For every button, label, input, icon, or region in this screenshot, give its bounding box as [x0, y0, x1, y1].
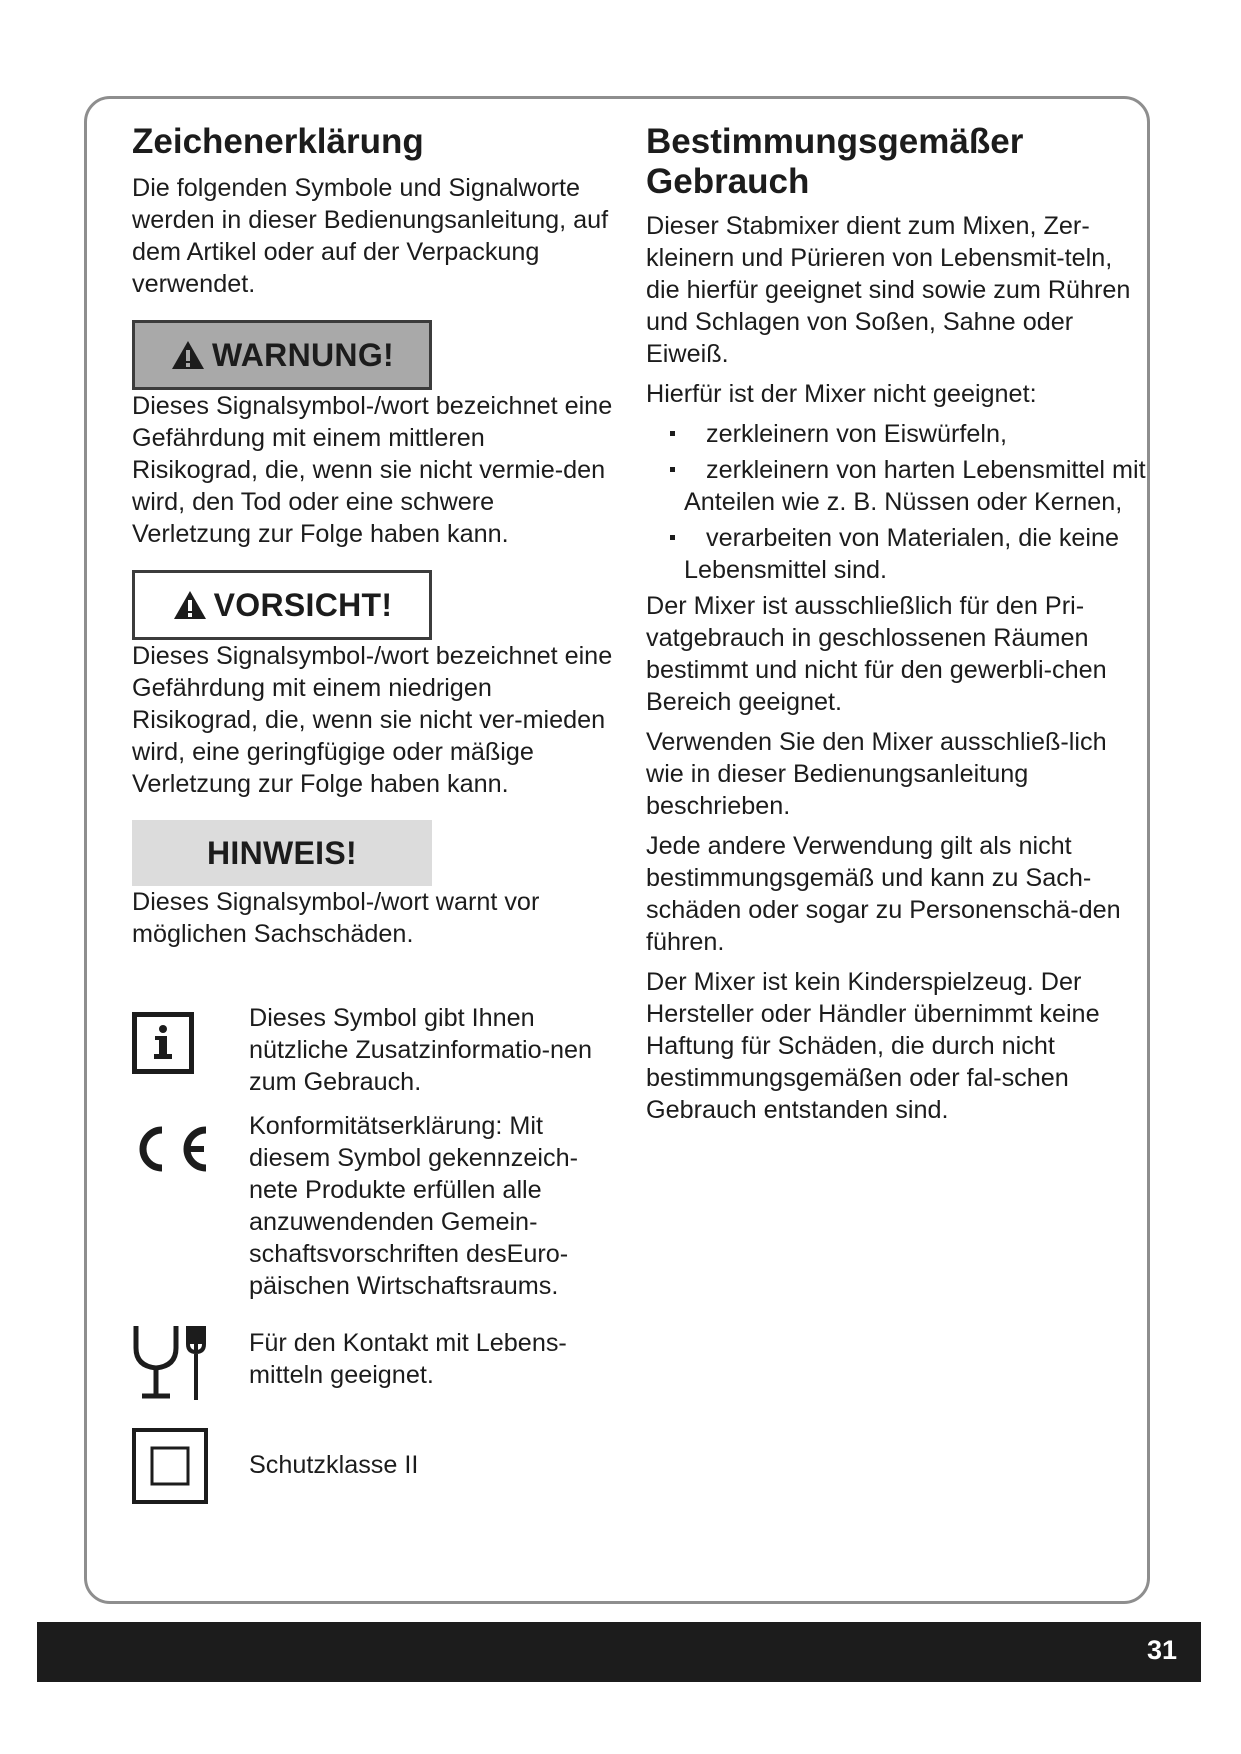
- intended-use-paragraph-3: Verwenden Sie den Mixer ausschließ-lich wie in dieser Bedienungsanleitung beschrieben.: [646, 728, 1107, 820]
- warning-label: WARNUNG!: [212, 336, 394, 373]
- list-item: zerkleinern von harten Lebensmittel mit Anteilen wie z. B. Nüssen oder Kernen,: [646, 454, 1146, 518]
- intended-use-paragraph-1: Dieser Stabmixer dient zum Mixen, Zer-kleinern und Pürieren von Lebensmit-teln, die hierfür geeignet sind sowie zum Rühren und Schlagen von Soßen, Sahne oder Eiweiß.: [646, 212, 1131, 368]
- caution-label: VORSICHT!: [213, 586, 393, 623]
- caution-signal-box: [132, 570, 432, 640]
- list-item: verarbeiten von Materialen, die keine Lebensmittel sind.: [646, 522, 1146, 586]
- intended-use-paragraph-5: Der Mixer ist kein Kinderspielzeug. Der Hersteller oder Händler übernimmt keine Haftung für Schäden, die durch nicht bestimmungsgemäßen oder fal-schen Gebrauch entstanden sind.: [646, 968, 1100, 1124]
- intended-use-paragraph-2: Der Mixer ist ausschließlich für den Pri-vatgebrauch in geschlossenen Räumen bestimmt und nicht für den gewerbli-chen Bereich geeignet.: [646, 592, 1107, 716]
- note-signal-box: [132, 820, 432, 886]
- caution-description: Dieses Signalsymbol-/wort bezeichnet eine Gefährdung mit einem niedrigen Risikograd, die, wenn sie nicht ver-mieden wird, eine geringfügige oder mäßige Verletzung zur Folge haben kann.: [132, 642, 613, 798]
- food-symbol-text: Für den Kontakt mit Lebens-mitteln geeignet.: [249, 1329, 567, 1389]
- legend-intro: Die folgenden Symbole und Signalworte werden in dieser Bedienungsanleitung, auf dem Artikel oder auf der Verpackung verwendet.: [132, 174, 609, 298]
- symbol-row-protection: [132, 1428, 612, 1508]
- note-description: Dieses Signalsymbol-/wort warnt vor möglichen Sachschäden.: [132, 888, 540, 948]
- symbol-row-info: [132, 1002, 612, 1102]
- symbol-row-food: [132, 1322, 612, 1412]
- intended-use-paragraph-4: Jede andere Verwendung gilt als nicht bestimmungsgemäß und kann zu Sach-schäden oder sogar zu Personenschä-den führen.: [646, 832, 1121, 956]
- warning-signal-box: [132, 320, 432, 390]
- page-number: 31: [1146, 1635, 1177, 1665]
- ce-symbol-text: Konformitätserklärung: Mit diesem Symbol gekennzeich-nete Produkte erfüllen alle anzuwendenden Gemein-schaftsvorschriften desEuro-päischen Wirtschaftsraums.: [249, 1112, 578, 1300]
- not-suitable-list: [646, 418, 1146, 586]
- symbol-legend-section: [132, 122, 614, 950]
- warning-triangle-icon: [172, 589, 208, 621]
- protection-class-ii-icon: [132, 1428, 208, 1504]
- not-suitable-intro: Hierfür ist der Mixer nicht geeignet:: [646, 380, 1037, 408]
- warning-description: Dieses Signalsymbol-/wort bezeichnet eine Gefährdung mit einem mittleren Risikograd, die, wenn sie nicht vermie-den wird, den Tod oder eine schwere Verletzung zur Folge haben kann.: [132, 392, 613, 548]
- warning-triangle-icon: [170, 339, 206, 371]
- intended-use-title: Bestimmungsgemäßer Gebrauch: [646, 122, 1024, 201]
- ce-mark-icon: [132, 1124, 212, 1174]
- legend-title: Zeichenerklärung: [132, 122, 424, 161]
- intended-use-section: [646, 122, 1146, 1126]
- glass-fork-icon: [132, 1322, 212, 1402]
- note-label: HINWEIS!: [207, 834, 357, 871]
- info-symbol-text: Dieses Symbol gibt Ihnen nützliche Zusatzinformatio-nen zum Gebrauch.: [249, 1004, 592, 1096]
- list-item: zerkleinern von Eiswürfeln,: [646, 418, 1146, 450]
- page-footer-bar: [37, 1622, 1201, 1682]
- info-icon: [132, 1012, 194, 1074]
- symbol-row-ce: [132, 1110, 612, 1310]
- protection-symbol-text: Schutzklasse II: [249, 1451, 419, 1479]
